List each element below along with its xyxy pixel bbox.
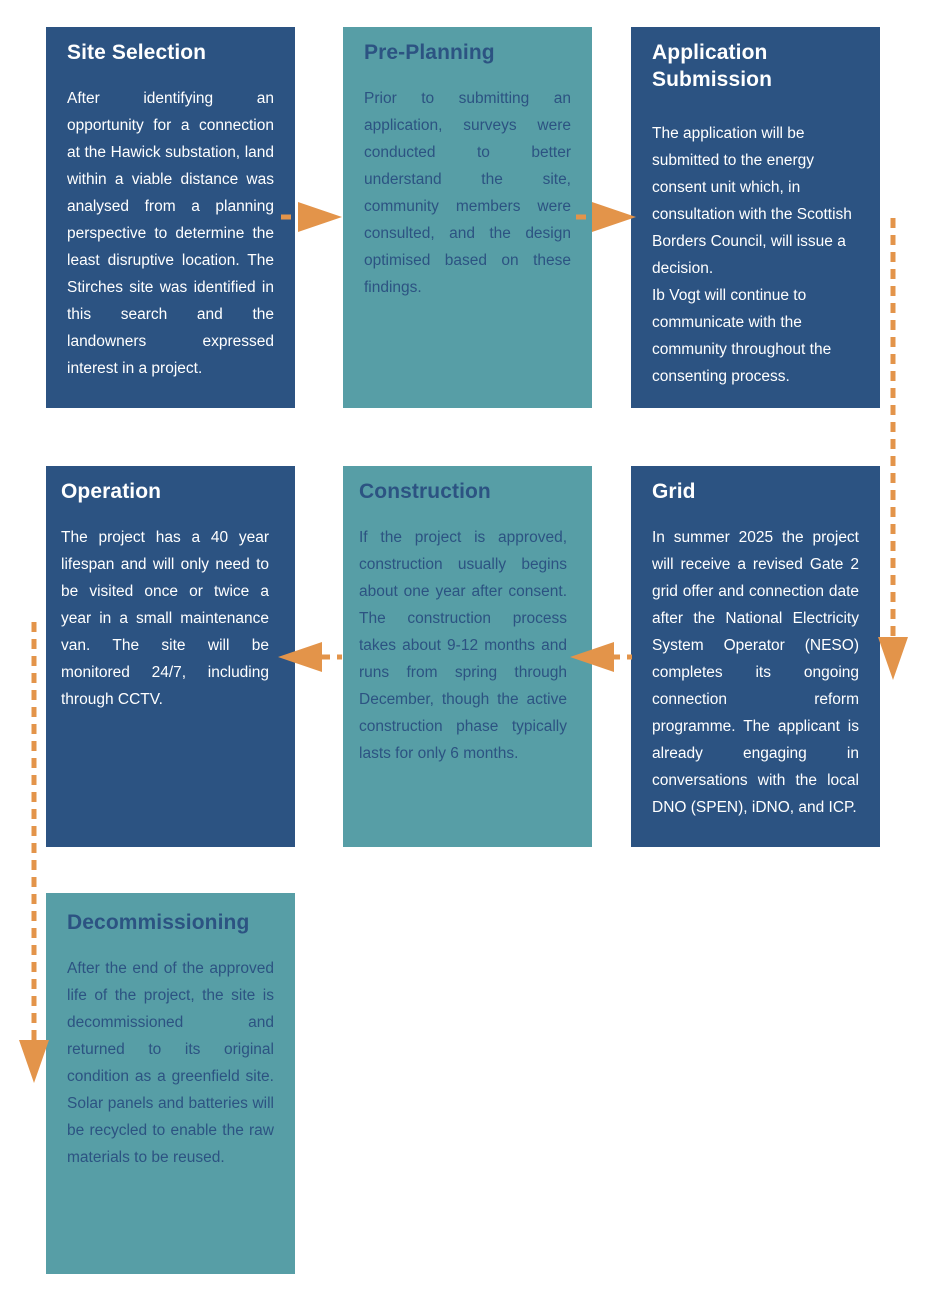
step-description: Prior to submitting an application, surveys were conducted to better understand the site, community members were consulted, and the design optimised based on these findings. (364, 90, 571, 296)
arrowhead-right-icon (592, 202, 636, 232)
step-title: Site Selection (67, 41, 207, 64)
step-description: If the project is approved, construction usually begins about one year after consent. The construction process takes about 9-12 months and runs from spring through December, though the active construction phase typically lasts for only 6 months. (359, 529, 567, 762)
step-description-part: Ib Vogt will continue to communicate with the community throughout the consenting process. (652, 287, 832, 385)
arrowhead-right-icon (298, 202, 342, 232)
step-description: After identifying an opportunity for a connection at the Hawick substation, land within a viable distance was analysed from a planning perspective to determine the least disruptive location. The Stirches site was identified in this search and the landowners expressed interest in a project. (67, 90, 274, 377)
step-title: Pre-Planning (364, 41, 495, 64)
arrowhead-down-icon (19, 1040, 49, 1083)
arrowhead-left-icon (570, 642, 614, 672)
step-description: After the end of the approved life of the project, the site is decommissioned and returned to its original condition as a greenfield site. Solar panels and batteries will be recycled to enable the raw materials to be reused. (67, 960, 274, 1166)
step-title: Decommissioning (67, 911, 250, 934)
step-description: The project has a 40 year lifespan and will only need to be visited once or twice a year in a small maintenance van. The site will be monitored 24/7, including through CCTV. (61, 529, 269, 708)
step-description-part: The application will be submitted to the energy consent unit which, in consultation with the Scottish Borders Council, will issue a decision. (652, 125, 852, 277)
arrowhead-down-icon (878, 637, 908, 680)
step-title: Operation (61, 480, 162, 503)
step-title: Grid (652, 480, 696, 503)
step-title: Application Submission (652, 41, 773, 91)
arrowhead-left-icon (278, 642, 322, 672)
step-title: Construction (359, 480, 491, 503)
step-description: In summer 2025 the project will receive a revised Gate 2 grid offer and connection date after the National Electricity System Operator (NESO) completes its ongoing connection reform programme. The applicant is already engaging in conversations with the local DNO (SPEN), iDNO, and ICP. (652, 529, 859, 816)
